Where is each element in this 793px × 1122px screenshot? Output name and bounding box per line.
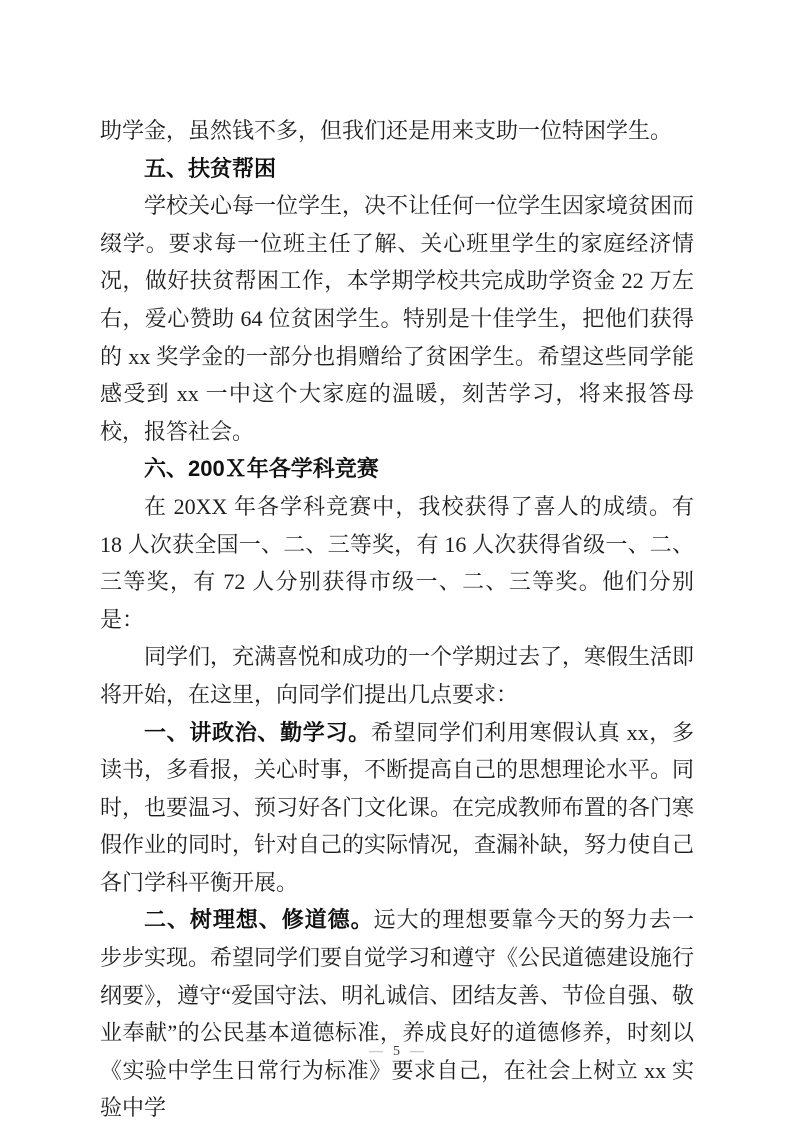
footer-dash-right: — xyxy=(410,1044,424,1059)
paragraph-requirement-one xyxy=(100,714,694,902)
text-content xyxy=(100,112,694,1122)
requirement-two-lead: 二、树理想、修道德。 xyxy=(144,907,374,933)
requirement-one-body: 希望同学们利用寒假认真 xx，多读书，多看报，关心时事，不断提高自己的思想理论水平。同时，也要温习、预习好各门文化课。在完成教师布置的各门寒假作业的同时，针对自己的实际情况，查漏补缺，努力使自己各门学科平衡开展。 xyxy=(100,719,695,895)
page-number: 5 xyxy=(393,1044,400,1059)
section-heading-five: 五、扶贫帮困 xyxy=(144,155,277,181)
requirement-one-lead: 一、讲政治、勤学习。 xyxy=(144,719,371,745)
requirement-two-body: 远大的理想要靠今天的努力去一步步实现。希望同学们要自觉学习和遵守《公民道德建设施行纲要》，遵守“爱国守法、明礼诚信、团结友善、节俭自强、敬业奉献”的公民基本道德标准，养成良好的道德修养，时刻以《实验中学生日常行为标准》要求自己，在社会上树立 xx 实验中学 xyxy=(100,907,695,1121)
section-heading-six: 六、200Ｘ年各学科竞赛 xyxy=(144,456,379,482)
paragraph-poverty-aid: 学校关心每一位学生，决不让任何一位学生因家境贫困而缀学。要求每一位班主任了解、关心班里学生的家庭经济情况，做好扶贫帮困工作，本学期学校共完成助学资金 22 万左右，爱心赞助 64 位贫困学生。特别是十佳学生，把他们获得的 xx 奖学金的一部分也捐赠给了贫困学生。希望这些同学能感受到 xx 一中这个大家庭的温暖，刻苦学习，将来报答母校，报答社会。 xyxy=(100,193,695,444)
page-footer xyxy=(0,1042,793,1062)
paragraph-semester-closing: 同学们，充满喜悦和成功的一个学期过去了，寒假生活即将开始，在这里，向同学们提出几点要求： xyxy=(100,644,695,707)
paragraph-competition-results: 在 20XX 年各学科竞赛中，我校获得了喜人的成绩。有 18 人次获全国一、二、三等奖，有 16 人次获得省级一、二、三等奖，有 72 人分别获得市级一、二、三等奖。他们分别是： xyxy=(100,493,694,632)
paragraph-continuation: 助学金，虽然钱不多，但我们还是用来支助一位特困学生。 xyxy=(100,118,673,143)
paragraph-requirement-two xyxy=(100,901,694,1122)
footer-dash-left: — xyxy=(369,1044,383,1059)
